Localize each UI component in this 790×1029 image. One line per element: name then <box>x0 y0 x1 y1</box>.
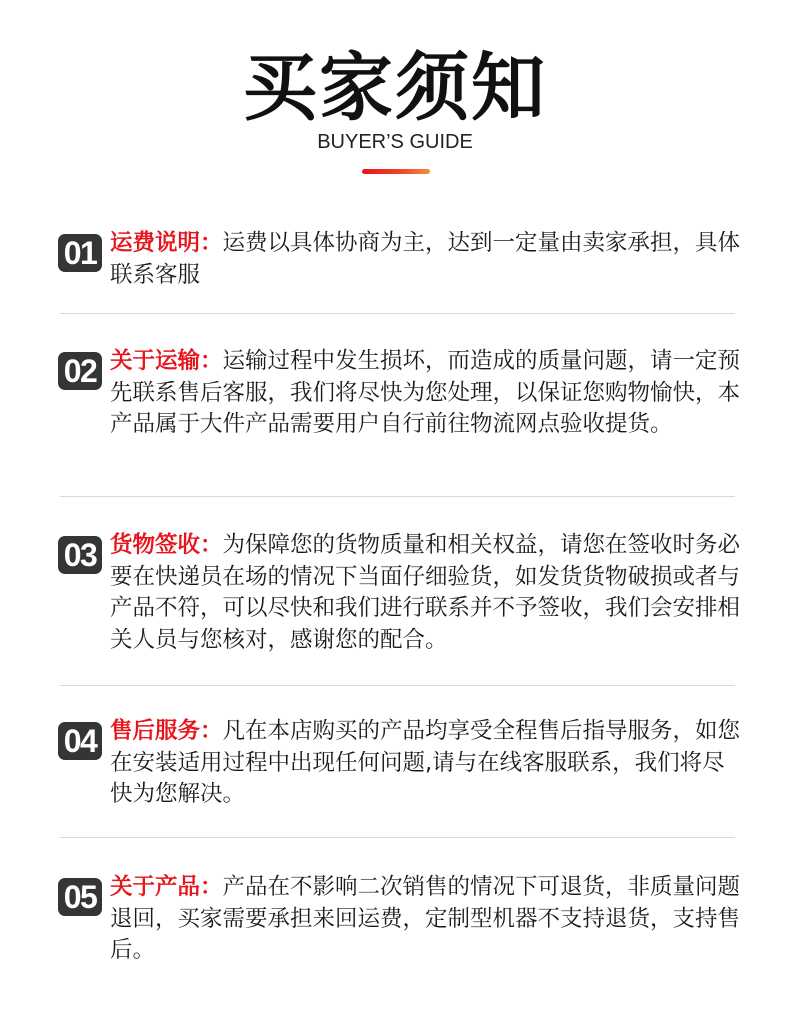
section-text <box>110 228 742 291</box>
page-subtitle: BUYER’S GUIDE <box>317 131 473 153</box>
section-heading: 运费说明： <box>110 230 223 256</box>
section-divider <box>60 313 735 314</box>
section-body: 运费以具体协商为主，达到一定量由卖家承担，具体联系客服 <box>110 230 741 288</box>
section-body: 凡在本店购买的产品均享受全程售后指导服务，如您在安装适用过程中出现任何问题,请与在线客服联系，我们将尽快为您解决。 <box>110 718 741 807</box>
section-text <box>110 716 742 811</box>
section-body: 产品在不影响二次销售的情况下可退货，非质量问题退回，买家需要承担来回运费，定制型机器不支持退货，支持售后。 <box>110 874 741 963</box>
section-body: 为保障您的货物质量和相关权益，请您在签收时务必要在快递员在场的情况下当面仔细验货，如发货货物破损或者与产品不符，可以尽快和我们进行联系并不予签收，我们会安排相关人员与您核对，感谢您的配合。 <box>110 532 741 653</box>
section-heading: 关于运输： <box>110 348 223 374</box>
section-number-badge: 05 <box>58 878 102 916</box>
page-title: 买家须知 <box>243 45 547 131</box>
section-number-badge: 04 <box>58 722 102 760</box>
section-number-badge: 03 <box>58 536 102 574</box>
section-number-badge: 01 <box>58 234 102 272</box>
section-text <box>110 530 742 656</box>
section-heading: 关于产品： <box>110 874 223 900</box>
section-heading: 货物签收： <box>110 532 223 558</box>
section-heading: 售后服务： <box>110 718 223 744</box>
title-accent-bar <box>362 169 430 174</box>
section-divider <box>60 837 735 838</box>
section-text <box>110 346 742 441</box>
section-number-badge: 02 <box>58 352 102 390</box>
section-divider <box>60 685 735 686</box>
section-divider <box>60 496 735 497</box>
section-text <box>110 872 742 967</box>
section-body: 运输过程中发生损坏，而造成的质量问题，请一定预先联系售后客服，我们将尽快为您处理，以保证您购物愉快，本产品属于大件产品需要用户自行前往物流网点验收提货。 <box>110 348 741 437</box>
